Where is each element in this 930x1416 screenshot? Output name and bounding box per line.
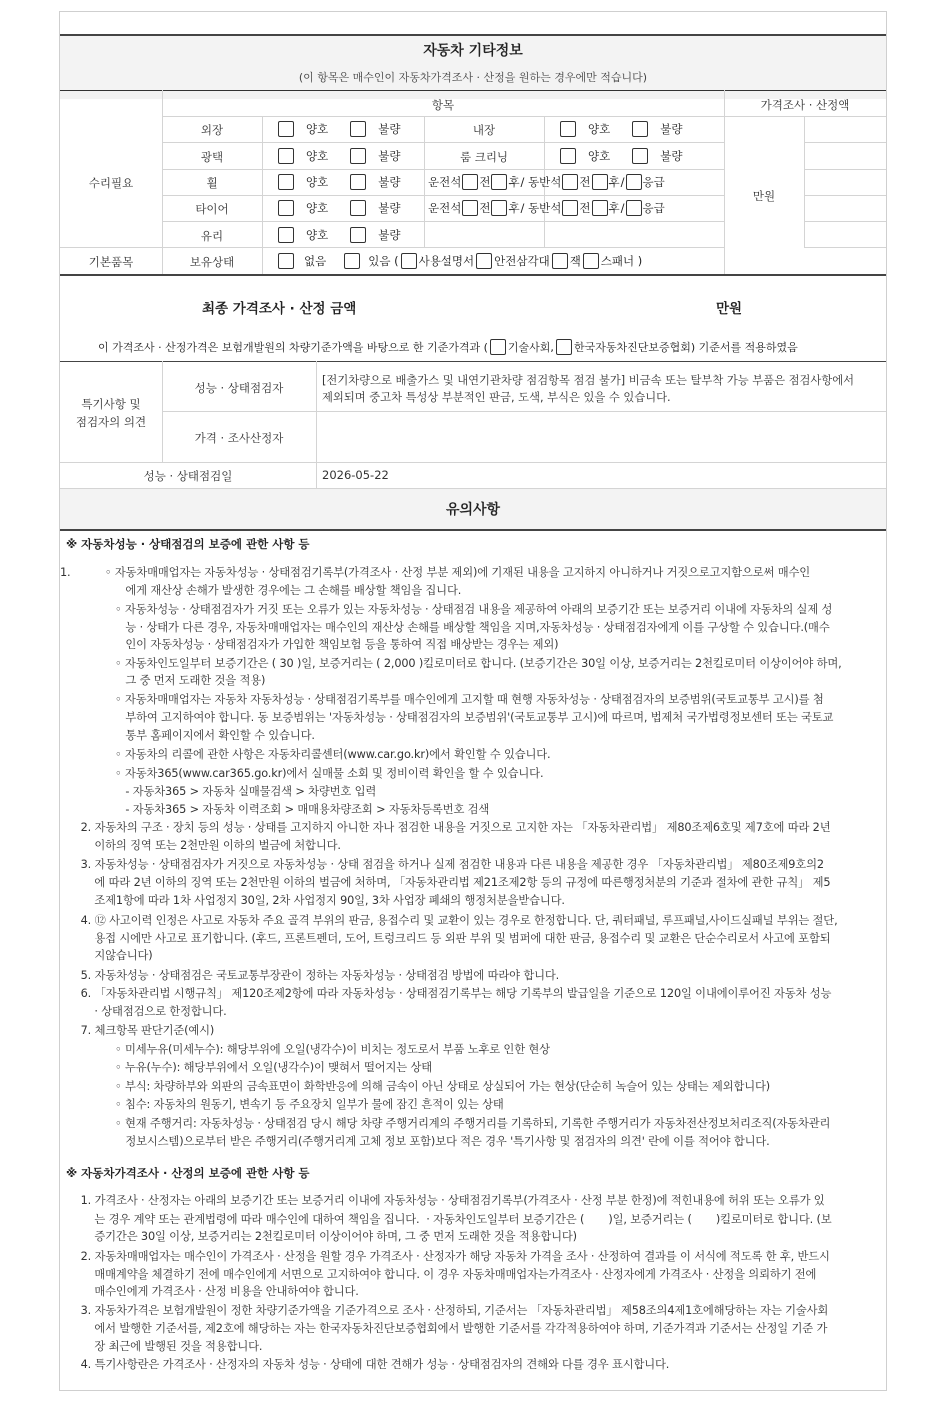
spanner-checkbox[interactable] <box>583 253 599 269</box>
notice-line: 능 · 상태가 다른 경우, 자동차매매업자는 매수인의 재산상 손해를 배상할 책임을 지며,자동차성능 · 상태점검자에게 이를 구상할 수 있습니다.(매수 <box>60 621 830 634</box>
notice-line: - 자동차365 > 자동차 이력조회 > 매매용차량조회 > 자동차등록번호 검색 <box>60 803 490 816</box>
notice-line: 통부 홈페이지에서 확인할 수 있습니다. <box>60 729 315 742</box>
notice-line: 1. ◦ 자동차매매업자는 자동차성능 · 상태점검기록부(가격조사 · 산정 부분 제외)에 기재된 내용을 고지하지 아니하거나 거짓으로고지함으로써 매수인 <box>60 566 810 579</box>
form-sheet <box>59 11 887 1391</box>
front-label: 전 <box>579 175 591 189</box>
wheel-bad-checkbox[interactable] <box>350 174 366 190</box>
room-cleaning-bad-checkbox[interactable] <box>632 148 648 164</box>
room-cleaning-options <box>560 148 682 164</box>
slash-label: / <box>620 175 625 189</box>
seat-passenger-label: / 동반석 <box>520 201 562 215</box>
gloss-options <box>278 148 400 164</box>
jack-label: 잭 <box>569 254 581 268</box>
opt-good-label: 양호 <box>588 122 611 136</box>
notice-line: 에 따라 2년 이하의 징역 또는 2천만원 이하의 벌금에 처하며, 「자동차관리법 제21조제2항 등의 규정에 따른행정처분의 기준과 절차에 관한 규칙」 제5 <box>60 876 831 889</box>
notice-line: ◦ 자동차매매업자는 자동차 자동차성능 · 상태점검기록부를 매수인에게 고지할 때 현행 자동차성능 · 상태점검자의 보증범위(국토교통부 고시)를 첨 <box>60 693 824 706</box>
notice-line: ◦ 자동차성능 · 상태점검자가 거짓 또는 오류가 있는 자동차성능 · 상태점검 내용을 제공하여 아래의 보증기간 또는 보증거리 이내에 자동차의 실제 성 <box>60 603 833 616</box>
glass-bad-checkbox[interactable] <box>350 227 366 243</box>
opt-good-label: 양호 <box>306 149 329 163</box>
notice-line: 인이 자동차성능 · 상태점검자가 가입한 책임보험 등을 통하여 직접 배상받는 경우는 제외) <box>60 638 559 651</box>
spare-label: 응급 <box>642 201 665 215</box>
notice-line: ◦ 미세누유(미세누수): 해당부위에 오일(냉각수)이 비치는 정도로서 부품 노후로 인한 현상 <box>60 1043 550 1056</box>
tire-spare-checkbox[interactable] <box>626 200 642 216</box>
group-basic-items: 기본품목 <box>88 255 134 269</box>
notice-line: 에게 재산상 손해가 발생한 경우에는 그 손해를 배상할 책임을 집니다. <box>60 584 462 597</box>
opt-bad-label: 불량 <box>378 149 401 163</box>
col-item-header: 항목 <box>431 98 455 112</box>
opt-good-label: 양호 <box>306 228 329 242</box>
tire-driver-front-checkbox[interactable] <box>462 200 478 216</box>
notice-line: ◦ 침수: 자동차의 원동기, 변속기 등 주요장치 일부가 물에 잠긴 흔적이 있는 상태 <box>60 1098 504 1111</box>
notice-line: 2. 자동차매매업자는 매수인이 가격조사 · 산정을 원할 경우 가격조사 · 산정자가 해당 자동차 가격을 조사 · 산정하여 결과를 이 서식에 적도록 한 후, 반드시 <box>60 1250 830 1263</box>
wheel-driver-rear-checkbox[interactable] <box>491 174 507 190</box>
row-label-wheel: 휠 <box>206 176 218 190</box>
notice-section-2-heading: ※ 자동차가격조사 · 산정의 보증에 관한 사항 등 <box>66 1166 310 1180</box>
inspector-label: 성능 · 상태점검자 <box>194 381 284 395</box>
tire-driver-rear-checkbox[interactable] <box>491 200 507 216</box>
notice-line: 3. 자동차가격은 보험개발원이 정한 차량기준가액을 기준가격으로 조사 · 산정하되, 기준서는 「자동차관리법」 제58조의4제1호에해당하는 자는 기술사회 <box>60 1304 829 1317</box>
opinion-group-label: 특기사항 및 <box>81 397 141 411</box>
notice-line: 는 경우 계약 또는 관계법령에 따라 매수인에 대하여 책임을 집니다. · 자동차인도일부터 보증기간은 ( )일, 보증거리는 ( )킬로미터로 합니다. (보 <box>60 1213 832 1226</box>
opt-good-label: 양호 <box>306 201 329 215</box>
basic-have-label: 있음 ( <box>368 254 399 268</box>
opt-good-label: 양호 <box>306 175 329 189</box>
notice-line: 3. 자동차성능 · 상태점검자가 거짓으로 자동차성능 · 상태 점검을 하거나 실제 점검한 내용과 다른 내용을 제공한 경우 「자동차관리법」 제80조제9호의2 <box>60 858 824 871</box>
group-repair-needed: 수리필요 <box>88 176 134 190</box>
tech-society-checkbox[interactable] <box>490 339 506 355</box>
spanner-label: 스패너 ) <box>600 254 643 268</box>
notice-line: ◦ 부식: 차량하부와 외판의 금속표면이 화학반응에 의해 금속이 아닌 상태로 상실되어 가는 현상(단순히 녹슬어 있는 상태는 제외합니다) <box>60 1080 770 1093</box>
manual-checkbox[interactable] <box>401 253 417 269</box>
manual-label: 사용설명서 <box>418 254 475 268</box>
glass-good-checkbox[interactable] <box>278 227 294 243</box>
notice-line: ◦ 현재 주행거리: 자동차성능 · 상태점검 당시 해당 차량 주행거리계의 주행거리를 기록하되, 기록한 주행거리가 자동차전산정보처리조직(자동차관리 <box>60 1117 831 1130</box>
notice-line: 6. 「자동차관리법 시행규칙」 제120조제2항에 따라 자동차성능 · 상태점검기록부는 해당 기록부의 발급일을 기준으로 120일 이내에이루어진 자동차 성능 <box>60 987 832 1000</box>
tire-seat-options <box>428 200 665 216</box>
seat-driver-label: 운전석 <box>428 201 462 215</box>
kadsa-checkbox[interactable] <box>556 339 572 355</box>
inspection-date-value: 2026-05-22 <box>322 468 389 482</box>
inspection-date-label: 성능 · 상태점검일 <box>143 469 233 483</box>
notice-line: 이하의 징역 또는 2천만원 이하의 벌금에 처합니다. <box>60 839 341 852</box>
opt-bad-label: 불량 <box>378 122 401 136</box>
notice-section-1-heading: ※ 자동차성능 · 상태점검의 보증에 관한 사항 등 <box>66 537 310 551</box>
opinion-group-label-2: 점검자의 의견 <box>75 415 147 429</box>
final-price-unit: 만원 <box>716 301 743 317</box>
slash-label: / <box>620 201 625 215</box>
triangle-label: 안전삼각대 <box>494 254 550 268</box>
rear-label: 후 <box>508 175 520 189</box>
row-label-glass: 유리 <box>200 229 224 243</box>
wheel-options <box>278 174 400 190</box>
exterior-options <box>278 121 400 137</box>
room-cleaning-good-checkbox[interactable] <box>560 148 576 164</box>
opt-good-label: 양호 <box>306 122 329 136</box>
row-label-exterior: 외장 <box>200 123 224 137</box>
tire-options <box>278 200 400 216</box>
wheel-good-checkbox[interactable] <box>278 174 294 190</box>
opt-bad-label: 불량 <box>378 228 401 242</box>
col-price-header: 가격조사 · 산정액 <box>760 98 850 112</box>
seat-passenger-label: / 동반석 <box>520 175 562 189</box>
tire-bad-checkbox[interactable] <box>350 200 366 216</box>
exterior-good-checkbox[interactable] <box>278 121 294 137</box>
gloss-bad-checkbox[interactable] <box>350 148 366 164</box>
triangle-checkbox[interactable] <box>476 253 492 269</box>
row-label-tire: 타이어 <box>195 202 229 216</box>
jack-checkbox[interactable] <box>552 253 568 269</box>
row-label-possession: 보유상태 <box>189 255 235 269</box>
notice-line: 지않습니다) <box>60 949 153 962</box>
rear-label: 후 <box>608 175 620 189</box>
interior-bad-checkbox[interactable] <box>632 121 648 137</box>
rear-label: 후 <box>508 201 520 215</box>
basis-text-b: 기술사회, <box>507 341 554 354</box>
notice-line: 정보시스템)으로부터 받은 주행거리(주행거리계 고체 정보 포함)보다 적은 경우 '특기사항 및 점검자의 의견' 란에 이를 적어야 합니다. <box>60 1135 770 1148</box>
tire-good-checkbox[interactable] <box>278 200 294 216</box>
wheel-driver-front-checkbox[interactable] <box>462 174 478 190</box>
notice-line: 증기간은 30일 이상, 보증거리는 2천킬로미터 이상이어야 하며, 그 중 먼저 도래한 것을 적용합니다) <box>60 1230 577 1243</box>
opt-good-label: 양호 <box>588 149 611 163</box>
front-label: 전 <box>479 175 491 189</box>
row-label-room-cleaning: 룸 크리닝 <box>459 150 509 164</box>
row-label-interior: 내장 <box>472 123 496 137</box>
notice-line: 조제1항에 따라 1차 사업정지 30일, 2차 사업정지 90일, 3차 사업장 폐쇄의 행정처분을받습니다. <box>60 894 565 907</box>
notice-line: 4. ⑫ 사고이력 인정은 사고로 자동차 주요 골격 부위의 판금, 용접수리 및 교환이 있는 경우로 한정합니다. 단, 쿼터패널, 루프패널,사이드실패널 부위는 절단, <box>60 914 838 927</box>
notice-line: ◦ 누유(누수): 해당부위에서 오일(냉각수)이 맺혀서 떨어지는 상태 <box>60 1061 432 1074</box>
wheel-seat-options <box>428 174 665 190</box>
opt-bad-label: 불량 <box>660 122 683 136</box>
notice-line: 7. 체크항목 판단기준(예시) <box>60 1024 215 1037</box>
final-price-label: 최종 가격조사 · 산정 금액 <box>202 301 357 317</box>
interior-options <box>560 121 682 137</box>
notice-line: 4. 특기사항란은 가격조사 · 산정자의 자동차 성능 · 상태에 대한 견해가 성능 · 상태점검자의 견해와 다를 경우 표시합니다. <box>60 1358 670 1371</box>
opt-bad-label: 불량 <box>660 149 683 163</box>
notice-line: 매매계약을 체결하기 전에 매수인에게 서면으로 고지하여야 합니다. 이 경우 자동차매매업자는가격조사 · 산정자에게 가격조사 · 산정을 의뢰하기 전에 <box>60 1268 817 1281</box>
gloss-good-checkbox[interactable] <box>278 148 294 164</box>
opt-bad-label: 불량 <box>378 201 401 215</box>
front-label: 전 <box>479 201 491 215</box>
notice-line: ◦ 자동차365(www.car365.go.kr)에서 실매물 소회 및 정비이력 확인을 할 수 있습니다. <box>60 767 544 780</box>
seat-driver-label: 운전석 <box>428 175 462 189</box>
interior-good-checkbox[interactable] <box>560 121 576 137</box>
basis-text-c: 한국자동차진단보증협회) 기준서를 적용하였음 <box>573 341 798 354</box>
notice-line: ◦ 자동차의 리콜에 관한 사항은 자동차리콜센터(www.car.go.kr)에서 확인할 수 있습니다. <box>60 748 551 761</box>
notice-title: 유의사항 <box>445 502 501 518</box>
rear-label: 후 <box>608 201 620 215</box>
final-basis <box>98 339 798 355</box>
header-subtitle: (이 항목은 매수인이 자동차가격조사 · 산정을 원하는 경우에만 적습니다) <box>298 71 648 84</box>
basic-none-checkbox[interactable] <box>278 253 294 269</box>
wheel-spare-checkbox[interactable] <box>626 174 642 190</box>
opt-bad-label: 불량 <box>378 175 401 189</box>
tire-passenger-front-checkbox[interactable] <box>562 200 578 216</box>
notice-line: ◦ 자동차인도일부터 보증기간은 ( 30 )일, 보증거리는 ( 2,000 )킬로미터로 합니다. (보증기간은 30일 이상, 보증거리는 2천킬로미터 이상이어야 하며, <box>60 657 842 670</box>
notice-line: - 자동차365 > 자동차 실매물검색 > 차량번호 입력 <box>60 785 377 798</box>
row-label-gloss: 광택 <box>200 150 224 164</box>
notice-line: 장 최근에 발행된 것을 적용합니다. <box>60 1340 263 1353</box>
basic-none-label: 없음 <box>304 254 327 268</box>
price-unit: 만원 <box>752 189 776 203</box>
notice-line: 2. 자동차의 구조 · 장치 등의 성능 · 상태를 고지하지 아니한 자나 점검한 내용을 거짓으로 고지한 자는 「자동차관리법」 제80조제6호및 제7호에 따라 2년 <box>60 821 831 834</box>
spare-label: 응급 <box>642 175 665 189</box>
glass-options <box>278 227 400 243</box>
notice-line: 부하여 고지하여야 합니다. 동 보증범위는 '자동차성능 · 상태점검자의 보증범위'(국토교통부 고시)에 따르며, 법제처 국가법령정보센터 또는 국토교 <box>60 711 834 724</box>
notice-line: 용접 시에만 사고로 표기합니다. (후드, 프론트펜더, 도어, 트렁크리드 등 외판 부위 및 범퍼에 대한 판금, 용접수리 및 교환은 단순수리로서 사고에 포함되 <box>60 932 831 945</box>
tire-passenger-rear-checkbox[interactable] <box>592 200 608 216</box>
notice-line: 1. 가격조사 · 산정자는 아래의 보증기간 또는 보증거리 이내에 자동차성능 · 상태점검기록부(가격조사 · 산정 부분 한정)에 적힌내용에 허위 또는 오류가 있 <box>60 1194 825 1207</box>
wheel-passenger-front-checkbox[interactable] <box>562 174 578 190</box>
basic-have-checkbox[interactable] <box>344 253 360 269</box>
appraiser-label: 가격 · 조사산정자 <box>194 431 284 445</box>
notice-line: 5. 자동차성능 · 상태점검은 국토교통부장관이 정하는 자동차성능 · 상태점검 방법에 따라야 합니다. <box>60 969 560 982</box>
basic-items-options <box>278 253 642 269</box>
inspector-opinion-line2: 제외되며 중고차 특성상 부분적인 판금, 도색, 부식은 있을 수 있습니다. <box>322 391 671 404</box>
notice-line: · 상태점검으로 한정합니다. <box>60 1005 227 1018</box>
notice-line: 매수인에게 가격조사 · 산정 비용을 안내하여야 합니다. <box>60 1285 359 1298</box>
front-label: 전 <box>579 201 591 215</box>
exterior-bad-checkbox[interactable] <box>350 121 366 137</box>
header-title: 자동차 기타정보 <box>423 43 523 59</box>
inspector-opinion-line1: [전기차량으로 배출가스 및 내연기관차량 점검항목 점검 불가] 비금속 또는 탈부착 가능 부품은 점검사항에서 <box>322 374 855 387</box>
notice-line: 에서 발행한 기준서를, 제2호에 해당하는 자는 한국자동차진단보증협회에서 발행한 기준서를 각각적용하여야 하며, 기준가격과 기준서는 산정일 기준 가 <box>60 1322 828 1335</box>
notice-line: 그 중 먼저 도래한 것을 적용) <box>60 674 266 687</box>
wheel-passenger-rear-checkbox[interactable] <box>592 174 608 190</box>
basis-text-a: 이 가격조사 · 산정가격은 보험개발원의 차량기준가액을 바탕으로 한 기준가격과 ( <box>98 341 488 354</box>
